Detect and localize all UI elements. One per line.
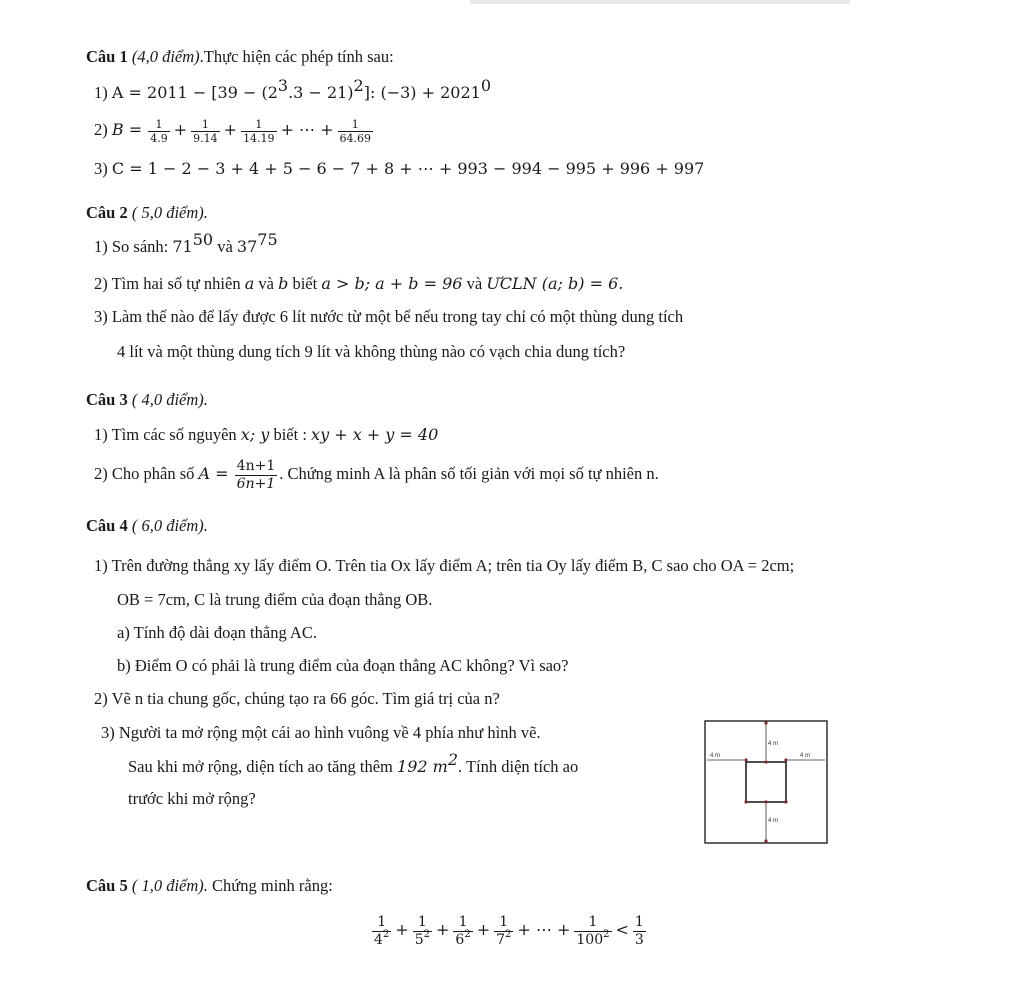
pond-expansion-figure [704, 720, 828, 844]
q3-title: Câu 3 [86, 390, 128, 409]
q1-part1-expr-a: A = 2011 − [39 − (2 [111, 83, 278, 102]
q5-rhs: $\frac{1}{3}$ [634, 913, 644, 948]
q3-part2-fraction [235, 458, 278, 493]
q2-part2-and2: và [462, 274, 487, 293]
q2-part1-b: 37 [236, 237, 258, 256]
q2-part3-line2: 4 lít và một thùng dung tích 9 lít và không thùng nào có vạch chia dung tích? [117, 342, 626, 361]
q2-title: Câu 2 [86, 203, 128, 222]
q5-term-5: $\frac{1}{100^2}$ [576, 913, 610, 948]
q4-part1-a: a) Tính độ dài đoạn thẳng AC. [117, 623, 317, 642]
q1-part2-lhs: B = [111, 120, 143, 139]
q2-part1-a: 71 [172, 237, 193, 256]
q3-part1-vars: x; y [240, 425, 270, 444]
q1-part1-expr-b: .3 − 21) [288, 83, 354, 102]
q1-part1-exp2: 2 [353, 76, 364, 95]
q5-points: ( 1,0 điểm). [131, 876, 208, 895]
q5-ellipsis: + ⋯ + [517, 920, 571, 939]
q4-part3-area-exp: 2 [447, 750, 458, 769]
q1-part1-expr-c: ]: (−3) + 2021 [363, 83, 481, 102]
q1-part2-ellipsis: + ⋯ + [280, 120, 334, 139]
q3-heading [86, 389, 208, 411]
figure-label-top: 4 m [768, 741, 779, 747]
q5-term-1: $\frac{1}{4^2}$ [374, 913, 390, 948]
q3-part2-denominator: 6n+1 [236, 475, 276, 492]
q5-title: Câu 5 [86, 876, 128, 895]
q3-part1-know: biết : [269, 425, 312, 444]
q3-part2-rest: . Chứng minh A là phân số tối giản với mọi số tự nhiên n. [279, 464, 659, 483]
q2-part2-condition: a > b; a + b = 96 [321, 274, 463, 293]
q4-part3-text-b: . Tính diện tích ao [458, 757, 579, 776]
q3-part2-text: 2) Cho phân số [94, 464, 199, 483]
q1-part2: 2) B = $\frac{1}{4.9}$ + $\frac{1}{9.14}$ + $\frac{1}{14.19}$ + ⋯ + $\frac{1}{64.69}$ [94, 117, 372, 145]
q4-part3-text-a: Sau khi mở rộng, diện tích ao tăng thêm [128, 757, 398, 776]
q2-part1-b-exp: 75 [257, 230, 278, 249]
q1-part1-exp3: 0 [480, 76, 492, 95]
q2-part2-text: 2) Tìm hai số tự nhiên [94, 274, 245, 293]
q5-instruction: Chứng minh rằng: [207, 876, 333, 895]
q2-part2-a: a [244, 274, 255, 293]
q1-part2-frac-4: $\frac{1}{64.69}$ [339, 117, 372, 145]
q1-part2-frac-2: $\frac{1}{9.14}$ [193, 117, 218, 145]
q3-part1-text: 1) Tìm các số nguyên [94, 425, 241, 444]
q2-heading [86, 202, 208, 224]
q1-part1-exp1: 3 [277, 76, 289, 95]
q1-part3-expr: C = 1 − 2 − 3 + 4 + 5 − 6 − 7 + 8 + ⋯ + 993 − 994 − 995 + 996 + 997 [111, 159, 705, 178]
q4-part1-line2: OB = 7cm, C là trung điểm của đoạn thẳng OB. [117, 590, 433, 609]
q1-part2-frac-3: $\frac{1}{14.19}$ [243, 117, 275, 145]
q2-part3-line1: 3) Làm thế nào để lấy được 6 lít nước từ một bể nếu trong tay chỉ có một thùng dung tích [94, 307, 684, 326]
q4-part1-line1: 1) Trên đường thẳng xy lấy điểm O. Trên tia Ox lấy điểm A; trên tia Oy lấy điểm B, C sao cho OA = 2cm; [94, 556, 795, 575]
q2-part1-a-exp: 50 [192, 230, 214, 249]
q4-title: Câu 4 [86, 516, 128, 535]
q4-points: ( 6,0 điểm). [131, 516, 208, 535]
q3-part1 [94, 424, 438, 446]
q2-part1-text: 1) So sánh: [94, 237, 173, 256]
q3-part2 [94, 452, 659, 496]
q1-heading [86, 46, 394, 68]
q3-part2-lhs: A = [198, 464, 229, 483]
q1-part1 [94, 76, 492, 104]
q2-part2-and: và [254, 274, 279, 293]
q1-points: (4,0 điểm) [131, 47, 200, 66]
q3-points: ( 4,0 điểm). [131, 390, 208, 409]
q4-part3-line2 [128, 750, 579, 778]
q2-part2-b: b [278, 274, 289, 293]
q4-heading [86, 515, 208, 537]
q4-part2: 2) Vẽ n tia chung gốc, chúng tạo ra 66 góc. Tìm giá trị của n? [94, 689, 500, 708]
q1-part2-frac-1: $\frac{1}{4.9}$ [150, 117, 168, 145]
q4-part3-line3: trước khi mở rộng? [128, 789, 256, 808]
q4-part3-line1: 3) Người ta mở rộng một cái ao hình vuông về 4 phía như hình vẽ. [101, 723, 541, 742]
q2-part1 [94, 230, 278, 258]
q1-title: Câu 1 [86, 47, 128, 66]
q5-heading [86, 875, 333, 897]
q2-points: ( 5,0 điểm). [131, 203, 208, 222]
q2-part2 [94, 273, 623, 295]
q5-term-3: $\frac{1}{6^2}$ [455, 913, 471, 948]
q4-part3-area: 192 m [397, 757, 448, 776]
q3-part1-equation: xy + x + y = 40 [311, 425, 439, 444]
q1-part2-number: 2) [94, 120, 108, 139]
q5-term-2: $\frac{1}{5^2}$ [414, 913, 430, 948]
figure-label-bottom: 4 m [768, 818, 779, 824]
q3-part2-numerator: 4n+1 [236, 457, 276, 474]
q1-part3 [94, 158, 704, 180]
inner-square [746, 762, 786, 802]
figure-label-right: 4 m [800, 753, 811, 759]
figure-label-left: 4 m [710, 753, 721, 759]
q1-instruction: .Thực hiện các phép tính sau: [199, 47, 394, 66]
q2-part2-gcd: ƯCLN (a; b) = 6. [486, 274, 624, 293]
q1-part1-number: 1) [94, 83, 108, 102]
q5-term-4: $\frac{1}{7^2}$ [496, 913, 512, 948]
q4-part1-b: b) Điểm O có phải là trung điểm của đoạn thẳng AC không? Vì sao? [117, 656, 569, 675]
q2-part1-and: và [213, 237, 237, 256]
q2-part2-know: biết [288, 274, 322, 293]
q5-inequality: $\frac{1}{4^2}$ + $\frac{1}{5^2}$ + $\frac{1}{6^2}$ + $\frac{1}{7^2}$ + ⋯ + $\frac{1}{100^2}$ < $\frac{1}{3}$ [374, 913, 644, 948]
q1-part3-number: 3) [94, 159, 108, 178]
